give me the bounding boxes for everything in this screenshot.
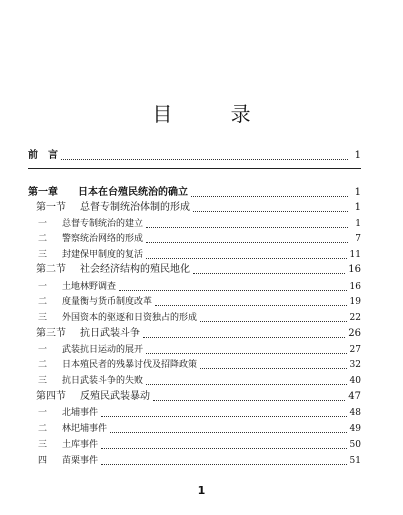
section-divider [28, 168, 361, 169]
toc-entry-title: 前 言 [28, 150, 58, 161]
toc-entry-title: 土库事件 [62, 440, 99, 450]
toc-entry-title: 反殖民武装暴动 [80, 391, 150, 402]
dot-leader [119, 289, 347, 291]
toc-entry-page: 16 [348, 264, 361, 275]
toc-entry-section [28, 263, 361, 277]
toc-entry-number: 一 [38, 408, 48, 418]
toc-entry-title: 苗栗事件 [62, 456, 99, 466]
toc-entry-number: 二 [38, 234, 48, 244]
toc-entry-item [28, 343, 361, 357]
toc-entry-title: 北埔事件 [62, 408, 99, 418]
page-number: 1 [197, 484, 206, 497]
toc-entry-title: 土地林野调查 [62, 282, 117, 292]
toc-entry-title: 封建保甲制度的复活 [62, 250, 144, 260]
toc-entry-item [28, 358, 361, 372]
toc-entry-section [28, 201, 361, 215]
dot-leader [101, 447, 347, 449]
toc-entry-page: 48 [349, 408, 361, 418]
toc-entry-title: 总督专制统治体制的形成 [80, 202, 190, 213]
toc-entry-title: 外国资本的驱逐和日资独占的形成 [62, 313, 198, 323]
dot-leader [146, 226, 348, 228]
toc-entry-item [28, 311, 361, 325]
toc-entry-number: 三 [38, 440, 48, 450]
toc-entry-title: 警察统治网络的形成 [62, 234, 144, 244]
toc-entry-item [28, 438, 361, 452]
toc-entry-preface [28, 149, 361, 163]
toc-entry-number: 一 [38, 345, 48, 355]
toc-entry-section [28, 390, 361, 404]
toc-entry-title: 度量衡与货币制度改革 [62, 297, 153, 307]
toc-entry-page: 51 [349, 456, 361, 466]
toc-entry-item [28, 374, 361, 388]
toc-entry-item [28, 280, 361, 294]
toc-entry-title: 林圯埔事件 [62, 424, 108, 434]
toc-entry-number: 四 [38, 456, 48, 466]
dot-leader [191, 195, 348, 197]
toc-entry-title: 日本在台殖民统治的确立 [78, 187, 188, 198]
toc-entry-title: 日本殖民者的残暴讨伐及招降政策 [62, 360, 198, 370]
toc-entry-page: 7 [355, 234, 361, 244]
toc-entry-page: 26 [348, 328, 361, 339]
toc-entry-page: 40 [349, 376, 361, 386]
toc-entry-title: 武装抗日运动的展开 [62, 345, 144, 355]
dot-leader [146, 383, 347, 385]
dot-leader [200, 367, 347, 369]
toc-entry-title: 总督专制统治的建立 [62, 219, 144, 229]
page-title: 目 录 [152, 102, 277, 126]
dot-leader [193, 272, 345, 274]
dot-leader [153, 399, 345, 401]
toc-entry-page: 1 [354, 150, 361, 161]
toc-entry-item [28, 406, 361, 420]
toc-entry-page: 1 [354, 187, 361, 198]
toc-entry-number: 二 [38, 297, 48, 307]
toc-entry-page: 1 [354, 202, 361, 213]
toc-entry-page: 27 [349, 345, 361, 355]
toc-entry-item [28, 217, 361, 231]
toc-entry-page: 11 [349, 250, 361, 260]
dot-leader [143, 336, 345, 338]
dot-leader [110, 431, 347, 433]
toc-entry-number: 二 [38, 360, 48, 370]
toc-entry-number: 第三节 [36, 328, 66, 339]
toc-entry-title: 抗日武装斗争的失败 [62, 376, 144, 386]
toc-entry-number: 二 [38, 424, 48, 434]
toc-entry-page: 19 [349, 297, 361, 307]
dot-leader [146, 352, 347, 354]
toc-entry-number: 三 [38, 376, 48, 386]
toc-entry-number: 一 [38, 282, 48, 292]
dot-leader [61, 158, 348, 160]
toc-entry-number: 三 [38, 313, 48, 323]
toc-entry-number: 第一节 [36, 202, 66, 213]
toc-entry-number: 三 [38, 250, 48, 260]
toc-entry-page: 16 [349, 282, 361, 292]
toc-entry-page: 50 [349, 440, 361, 450]
toc-entry-title: 抗日武装斗争 [80, 328, 140, 339]
dot-leader [146, 257, 347, 259]
toc-entry-item [28, 248, 361, 262]
toc-entry-number: 第二节 [36, 264, 66, 275]
dot-leader [155, 304, 347, 306]
toc-entry-title: 社会经济结构的殖民地化 [80, 264, 190, 275]
toc-entry-item [28, 295, 361, 309]
toc-entry-page: 32 [349, 360, 361, 370]
dot-leader [200, 320, 347, 322]
toc-entry-number: 一 [38, 219, 48, 229]
toc-entry-number: 第四节 [36, 391, 66, 402]
toc-entry-section [28, 327, 361, 341]
toc-entry-page: 22 [349, 313, 361, 323]
toc-entry-page: 47 [348, 391, 361, 402]
toc-entry-number: 第一章 [28, 187, 58, 198]
toc-entry-item [28, 454, 361, 468]
toc-entry-chapter [28, 186, 361, 200]
dot-leader [146, 241, 348, 243]
dot-leader [101, 463, 347, 465]
toc-entry-page: 1 [355, 219, 361, 229]
toc-entry-item [28, 232, 361, 246]
dot-leader [101, 415, 347, 417]
toc-entry-item [28, 422, 361, 436]
dot-leader [193, 210, 348, 212]
toc-entry-page: 49 [349, 424, 361, 434]
